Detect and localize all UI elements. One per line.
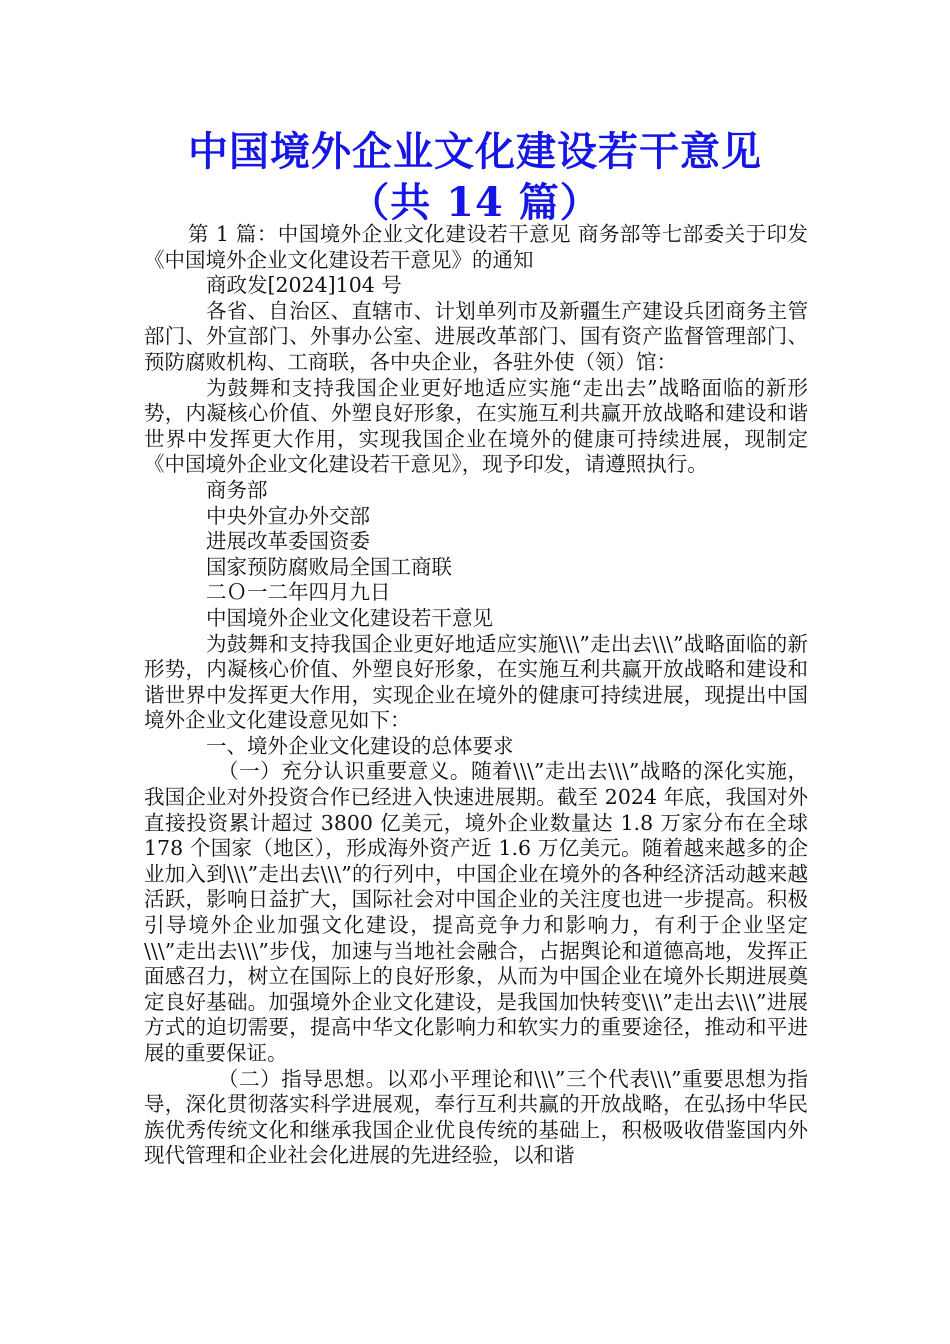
signature-line: 国家预防腐败局全国工商联: [206, 554, 452, 579]
paragraph-recipients: 各省、自治区、直辖市、计划单列市及新疆生产建设兵团商务主管部门、外宣部门、外事办公室、进展改革部门、国有资产监督管理部门、预防腐败机构、工商联，各中央企业，各驻外使（领）馆：: [144, 298, 808, 374]
section-title: 中国境外企业文化建设若干意见: [206, 605, 493, 630]
document-subtitle: （共 14 篇）: [349, 179, 601, 226]
document-body: [144, 222, 808, 1169]
signature-line: 商务部: [206, 477, 268, 502]
section-heading: 一、境外企业文化建设的总体要求: [206, 733, 514, 758]
signature-line: 中央外宣办外交部: [206, 503, 370, 528]
paragraph-guiding-ideology: （二）指导思想。以邓小平理论和\\\”三个代表\\\”重要思想为指导，深化贯彻落实科学进展观，奉行互利共赢的开放战略，在弘扬中华民族优秀传统文化和继承我国企业优良传统的基础上，积极吸收借鉴国内外现代管理和企业社会化进展的先进经验，以和谐: [144, 1066, 808, 1168]
paragraph-doc-number: 商政发[2024]104 号: [206, 273, 402, 298]
signature-date: 二Ｏ一二年四月九日: [206, 580, 391, 605]
paragraph-notice: 为鼓舞和支持我国企业更好地适应实施“走出去”战略面临的新形势，内凝核心价值、外塑良好形象，在实施互利共赢开放战略和建设和谐世界中发挥更大作用，实现我国企业在境外的健康可持续进展，现制定《中国境外企业文化建设若干意见》，现予印发，请遵照执行。: [144, 375, 808, 477]
paragraph-intro: 第 1 篇：中国境外企业文化建设若干意见 商务部等七部委关于印发《中国境外企业文化建设若干意见》的通知: [144, 222, 808, 272]
document-title: 中国境外企业文化建设若干意见: [188, 128, 762, 175]
paragraph-preface: 为鼓舞和支持我国企业更好地适应实施\\\”走出去\\\”战略面临的新形势，内凝核心价值、外塑良好形象，在实施互利共赢开放战略和建设和谐世界中发挥更大作用，实现企业在境外的健康可持续进展，现提出中国境外企业文化建设意见如下：: [144, 631, 808, 733]
signature-line: 进展改革委国资委: [206, 529, 370, 554]
paragraph-significance: （一）充分认识重要意义。随着\\\”走出去\\\”战略的深化实施，我国企业对外投资合作已经进入快速进展期。截至 2024 年底，我国对外直接投资累计超过 3800 亿美元，境外企业数量达 1.8 万家分布在全球 178 个国家（地区），形成海外资产近 1.6 万亿美元。随着越来越多的企业加入到\\\”走出去\\\”的行列中，中国企业在境外的各种经济活动越来越活跃，影响日益扩大，国际社会对中国企业的关注度也进一步提高。积极引导境外企业加强文化建设，提高竞争力和影响力，有利于企业坚定\\\”走出去\\\”步伐，加速与当地社会融合，占据舆论和道德高地，发挥正面感召力，树立在国际上的良好形象，从而为中国企业在境外长期进展奠定良好基础。加强境外企业文化建设，是我国加快转变\\\”走出去\\\”进展方式的迫切需要，提高中华文化影响力和软实力的重要途径，推动和平进展的重要保证。: [144, 759, 808, 1065]
